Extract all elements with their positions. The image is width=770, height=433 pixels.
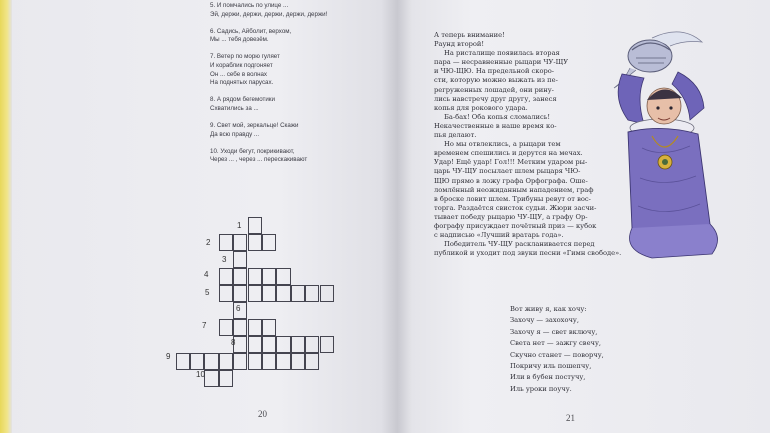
crossword-clue-number: 1 (237, 221, 242, 230)
knight-illustration (592, 28, 770, 263)
story-line: Но мы отвлеклись, а рыцари тем (444, 140, 561, 149)
exercise-line: Он ... себе в волнах (210, 70, 268, 78)
page-number-left: 20 (258, 409, 267, 419)
crossword-clue-number: 4 (204, 270, 209, 279)
story-line: в броске ловит шлем. Трибуны ревут от вос- (434, 194, 591, 203)
crossword-cell (248, 336, 262, 353)
exercise-6 (210, 28, 380, 45)
story-line: пья делают. (434, 131, 477, 140)
crossword-cell (248, 217, 262, 234)
crossword-cell (233, 285, 247, 302)
exercise-line: Через ... , через ... перескакивают (210, 156, 308, 164)
crossword-cell (219, 370, 233, 387)
story-line: А теперь внимание! (434, 31, 505, 39)
exercise-7 (210, 53, 380, 87)
exercise-line: Схватились за ... (210, 104, 259, 112)
crossword-cell (320, 285, 334, 302)
story-line: копья для рокового удара. (434, 103, 528, 112)
crossword-cell (291, 336, 305, 353)
exercise-line: И кораблик подгоняет (210, 61, 273, 69)
crossword-clue-number: 5 (205, 288, 210, 297)
story-line: ЩЮ прямо в ложу графа Орфографа. Ошe- (434, 176, 588, 185)
story-line: Раунд второй! (434, 40, 485, 49)
crossword-cell (248, 319, 262, 336)
crossword-cell (276, 353, 290, 370)
crossword-cell (204, 353, 218, 370)
crossword-cell (190, 353, 204, 370)
story-line: публикой и уходит под звуки песни «Гимн свободе». (434, 249, 622, 258)
crossword-cell (233, 319, 247, 336)
crossword-cell (233, 251, 247, 268)
story-line: Некачественные в наше время ко- (434, 121, 557, 130)
crossword-clue-number: 7 (202, 321, 207, 330)
story-line: фографу присуждает почётный приз — кубок (434, 221, 597, 230)
crossword-cell (233, 353, 247, 370)
exercise-line: 6. Садись, Айболит, верхом, (210, 27, 292, 35)
story-line: Победитель ЧУ-ЩУ раскланивается перед (444, 240, 595, 249)
crossword-cell (305, 285, 319, 302)
exercise-9 (210, 122, 380, 139)
story-line: Ба-бах! Оба копья сломались! (444, 112, 551, 121)
exercise-8 (210, 96, 380, 113)
poem-line: Скучно станет — поворчу, (510, 350, 604, 359)
exercise-line: 9. Свет мой, зеркальце! Скажи (210, 121, 299, 129)
crossword-cell (219, 234, 233, 251)
poem (510, 304, 630, 395)
crossword-cell (262, 319, 276, 336)
page-number-right: 21 (566, 413, 575, 423)
crossword-cell (176, 353, 190, 370)
crossword-cell (219, 353, 233, 370)
exercise-line: 5. И помчались по улице ... (210, 2, 289, 9)
crossword-cell (219, 285, 233, 302)
crossword-clue-number: 9 (166, 352, 171, 361)
crossword-cell (262, 285, 276, 302)
crossword-cell (248, 353, 262, 370)
crossword-cell (219, 268, 233, 285)
story-line: На ристалище появилась вторая (444, 49, 560, 58)
story-line: пара — несравненные рыцари ЧУ-ЩУ (434, 58, 569, 67)
crossword-cell (291, 353, 305, 370)
exercise-line: 8. А рядом бегемотики (210, 96, 275, 104)
exercise-line: Да всю правду ... (210, 130, 260, 138)
crossword-cell (248, 234, 262, 251)
poem-line: Или в бубен постучу, (510, 373, 586, 382)
story-line: тывает победу рыцарю ЧУ-ЩУ, а графу Ор- (434, 212, 588, 221)
poem-line: Вот живу я, как хочу: (510, 305, 587, 313)
exercise-line: Эй, держи, держи, держи, держи, держи! (210, 10, 328, 18)
crossword-cell (248, 268, 262, 285)
crossword-cell (262, 353, 276, 370)
story-line: Удар! Ещё удар! Гол!!! Метким ударом ры- (434, 158, 588, 167)
story-line: регруженных лошадей, они рину- (434, 85, 554, 94)
crossword-cell (291, 285, 305, 302)
crossword-cell (305, 353, 319, 370)
exercise-line: 10. Уходи бегут, покрикивают, (210, 147, 295, 155)
exercise-list (210, 2, 380, 173)
story-line: и ЧЮ-ЩЮ. На предельной скоро- (434, 67, 555, 76)
crossword-cell (204, 370, 218, 387)
story-line: торга. Раздаётся свисток судьи. Жюри засчи- (434, 203, 597, 212)
story-line: лись навстречу друг другу, занеся (434, 94, 557, 103)
crossword-cell (233, 268, 247, 285)
book-edge (0, 0, 12, 433)
crossword-cell (262, 268, 276, 285)
story-line: временем спешились и дерутся на мечах. (434, 149, 583, 158)
crossword-cell (305, 336, 319, 353)
crossword-clue-number: 8 (231, 338, 236, 347)
crossword-clue-number: 10 (196, 370, 205, 379)
exercise-10 (210, 148, 380, 165)
exercise-line: 7. Ветер по морю гуляет (210, 53, 280, 61)
crossword-cell (262, 336, 276, 353)
story-line: ломлённый неожиданным нападением, граф (434, 185, 594, 194)
story-line: царь ЧУ-ЩУ посылает шлем рыцаря ЧЮ- (434, 167, 581, 176)
crossword-cell (262, 234, 276, 251)
crossword-cell (276, 268, 290, 285)
crossword-cell (219, 319, 233, 336)
poem-line: Иль уроки поучу. (510, 384, 572, 393)
crossword-cell (320, 336, 334, 353)
exercise-line: На поднятых парусах. (210, 79, 274, 87)
crossword-cell (276, 336, 290, 353)
story-line: сти, которую можно выжать из пе- (434, 76, 558, 85)
story-line: с надписью «Лучший вратарь года». (434, 231, 564, 240)
crossword-cell (248, 285, 262, 302)
poem-line: Покричу иль пошепчу, (510, 362, 592, 371)
crossword-cell (233, 234, 247, 251)
crossword-clue-number: 3 (222, 255, 227, 264)
crossword-cell (276, 285, 290, 302)
crossword-clue-number: 2 (206, 238, 211, 247)
exercise-5 (210, 2, 380, 19)
poem-line: Света нет — зажгу свечу, (510, 339, 602, 348)
poem-line: Захочу — захохочу, (510, 316, 579, 325)
exercise-line: Мы ... тебя довезём. (210, 36, 269, 44)
crossword-clue-number: 6 (236, 304, 241, 313)
poem-line: Захочу я — свет включу, (510, 327, 598, 336)
